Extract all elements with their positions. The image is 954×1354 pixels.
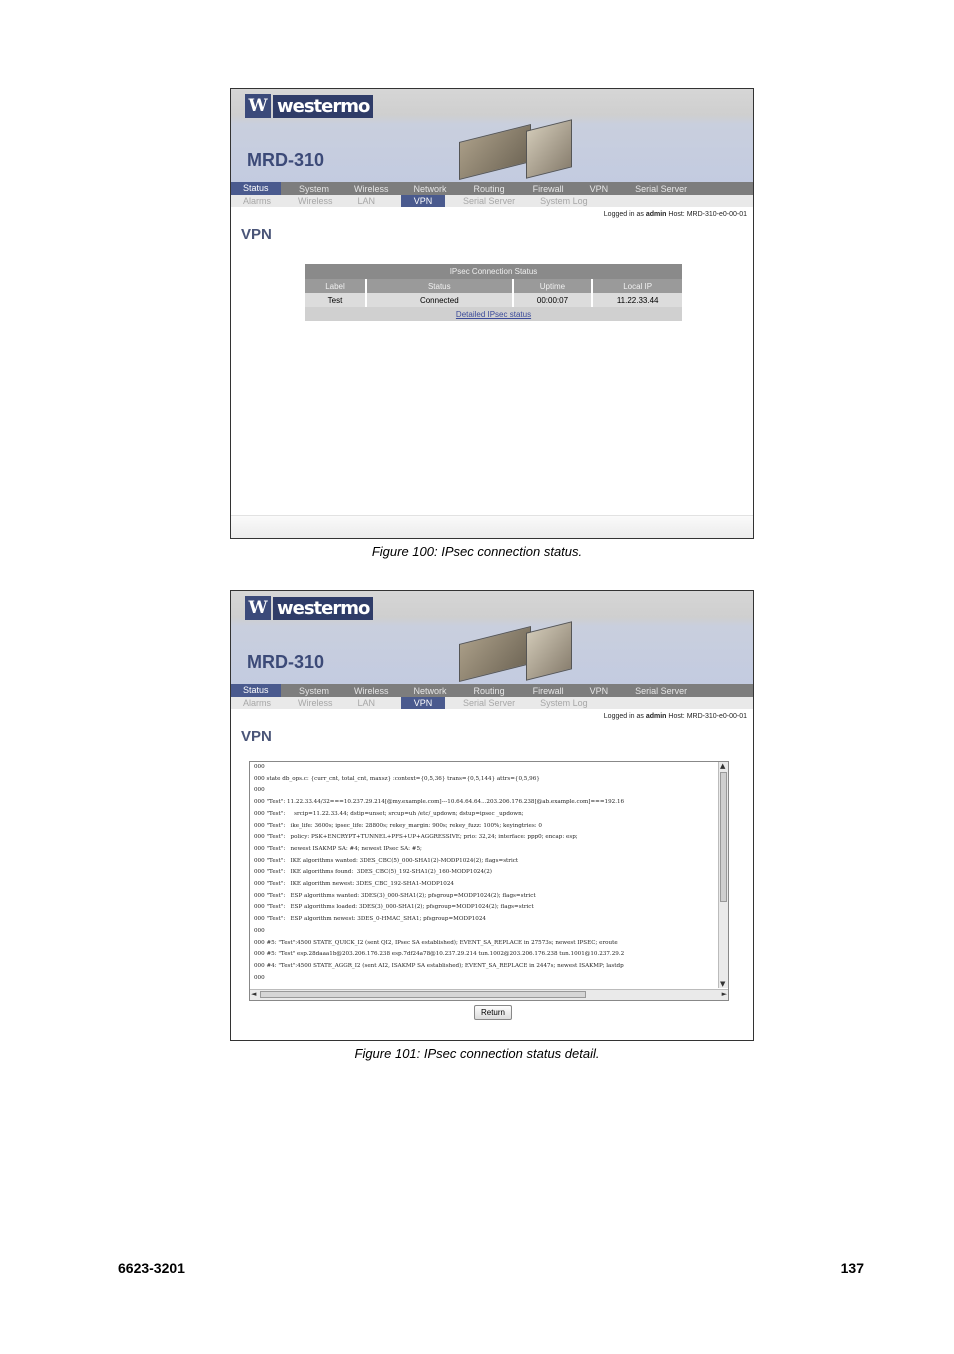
subnav-vpn[interactable]: VPN	[401, 195, 445, 207]
login-prefix: Logged in as	[603, 713, 644, 720]
log-line: 000 #5: "Test" esp.28daaa1b@203.206.176.238 esp.7df24a78@10.237.29.214 tun.1002@203.206.176.238 tun.1001@10.237.29.2	[254, 951, 625, 958]
nav-serial-server[interactable]: Serial Server	[635, 685, 688, 696]
model-title: MRD-310	[247, 150, 325, 170]
page-footer-strip	[231, 515, 753, 538]
column-header: Status	[366, 279, 513, 293]
log-line: 000 "Test": srcip=11.22.33.44; dstip=unset; srcup=uh /etc/_updown; dstup=ipsec _updown;	[254, 810, 524, 817]
main-nav	[231, 182, 753, 195]
scroll-left-icon[interactable]: ◄	[251, 990, 257, 998]
detailed-ipsec-status-link[interactable]: Detailed IPsec status	[305, 307, 682, 321]
header-banner	[231, 591, 753, 684]
scroll-up-icon[interactable]: ▲	[720, 762, 726, 770]
log-line: 000 "Test": IKE algorithm newest: 3DES_CBC_192-SHA1-MODP1024	[254, 881, 454, 888]
horizontal-scrollbar[interactable]	[250, 989, 728, 1000]
return-button[interactable]: Return	[474, 1005, 512, 1020]
log-line: 000 #4: "Test":4500 STATE_AGGR_I2 (sent AI2, ISAKMP SA established); EVENT_SA_REPLACE in 2447s; newest ISAKMP; lastdp	[254, 962, 624, 969]
nav-wireless[interactable]: Wireless	[354, 183, 389, 194]
header-banner	[231, 89, 753, 182]
model-title: MRD-310	[247, 652, 325, 672]
login-prefix: Logged in as	[603, 211, 644, 218]
westermo-logo	[245, 595, 373, 621]
subnav-wireless[interactable]: Wireless	[298, 196, 333, 206]
figure-2-caption: Figure 101: IPsec connection status detail.	[354, 1046, 600, 1061]
subnav-wireless[interactable]: Wireless	[298, 698, 333, 708]
log-line: 000 "Test": ESP algorithms loaded: 3DES(3)_000-SHA1(2); pfsgroup=MODP1024(2); flags=strict	[254, 904, 534, 911]
main-nav	[231, 684, 753, 697]
subnav-lan[interactable]: LAN	[357, 196, 376, 206]
logo-mark-icon: W	[245, 596, 271, 620]
logo-mark-icon: W	[245, 94, 271, 118]
router-image-icon	[459, 626, 531, 682]
ipsec-status-table	[305, 264, 682, 321]
nav-system[interactable]: System	[299, 183, 330, 194]
login-user: admin	[645, 713, 667, 720]
host-label: Host: MRD-310-e0-00-01	[668, 713, 747, 720]
log-line: 000 "Test": policy: PSK+ENCRYPT+TUNNEL+PFS+UP+AGGRESSIVE; prio: 32,24; interface: ppp0; encap: esp;	[254, 834, 578, 841]
page-number: 137	[840, 1260, 864, 1276]
nav-firewall[interactable]: Firewall	[532, 183, 564, 194]
log-line: 000 "Test": ESP algorithm newest: 3DES_0-HMAC_SHA1; pfsgroup=MODP1024	[254, 916, 486, 923]
login-user: admin	[645, 211, 667, 218]
figure-2-screenshot	[230, 590, 754, 1041]
scroll-thumb[interactable]	[720, 772, 727, 902]
scroll-right-icon[interactable]: ►	[721, 990, 727, 998]
nav-routing[interactable]: Routing	[473, 183, 505, 194]
subnav-alarms[interactable]: Alarms	[243, 698, 272, 708]
logo-text: westermo	[273, 95, 373, 118]
log-line: 000 "Test": ESP algorithms wanted: 3DES(3)_000-SHA1(2); pfsgroup=MODP1024(2); flags=strict	[254, 892, 536, 899]
router-image-icon	[526, 119, 572, 178]
table-caption: IPsec Connection Status	[305, 264, 682, 279]
login-info	[231, 207, 753, 218]
nav-status[interactable]: Status	[231, 182, 281, 195]
log-line: 000	[254, 764, 265, 770]
nav-network[interactable]: Network	[413, 685, 447, 696]
subnav-serial-server[interactable]: Serial Server	[463, 698, 516, 708]
figure-1-screenshot	[230, 88, 754, 539]
subnav-system-log[interactable]: System Log	[540, 196, 588, 206]
log-line: 000 "Test": newest ISAKMP SA: #4; newest IPsec SA: #5;	[254, 845, 422, 852]
column-header: Local IP	[592, 279, 682, 293]
vertical-scrollbar[interactable]	[718, 762, 728, 988]
sub-nav	[231, 697, 753, 709]
nav-vpn[interactable]: VPN	[589, 183, 609, 194]
figure-1-caption: Figure 100: IPsec connection status.	[371, 544, 583, 559]
log-line: 000 "Test": ike_life: 3600s; ipsec_life: 28800s; rekey_margin: 900s; rekey_fuzz: 100%; keyingtries: 0	[254, 822, 542, 829]
log-line: 000 #5: "Test":4500 STATE_QUICK_I2 (sent QI2, IPsec SA established); EVENT_SA_REPLACE in 27573s; newest IPSEC; eroute	[254, 939, 618, 946]
nav-network[interactable]: Network	[413, 183, 447, 194]
log-lines	[254, 762, 716, 984]
logo-text: westermo	[273, 597, 373, 620]
nav-firewall[interactable]: Firewall	[532, 685, 564, 696]
cell-label: Test	[305, 293, 366, 307]
nav-system[interactable]: System	[299, 685, 330, 696]
log-line: 000 "Test": 11.22.33.44/32===10.237.29.214[@my.example.com]---10.64.64.64...203.206.176.238[@ab.example.com]===192.16	[254, 799, 625, 806]
document-number: 6623-3201	[118, 1260, 185, 1276]
table-row	[305, 293, 682, 307]
subnav-alarms[interactable]: Alarms	[243, 196, 272, 206]
log-line: 000	[254, 927, 265, 934]
cell-local-ip: 11.22.33.44	[592, 293, 682, 307]
sub-nav	[231, 195, 753, 207]
log-line: 000 state db_ops.c: {curr_cnt, total_cnt, maxsz} :context={0,5,36} trans={0,5,144} attrs={0,5,96}	[254, 775, 540, 782]
log-line: 000 "Test": IKE algorithms found: 3DES_CBC(5)_192-SHA1(2)_160-MODP1024(2)	[254, 869, 492, 876]
column-header: Uptime	[513, 279, 593, 293]
scroll-thumb[interactable]	[260, 991, 586, 998]
nav-vpn[interactable]: VPN	[589, 685, 609, 696]
log-line: 000	[254, 974, 265, 981]
subnav-serial-server[interactable]: Serial Server	[463, 196, 516, 206]
page-title: VPN	[241, 226, 272, 243]
cell-status: Connected	[366, 293, 513, 307]
cell-uptime: 00:00:07	[513, 293, 593, 307]
page-title: VPN	[241, 728, 272, 745]
log-line: 000	[254, 787, 265, 794]
router-image-icon	[526, 621, 572, 680]
column-header: Label	[305, 279, 366, 293]
router-image-icon	[459, 124, 531, 180]
log-line: 000 "Test": IKE algorithms wanted: 3DES_CBC(5)_000-SHA1(2)-MODP1024(2); flags=strict	[254, 857, 519, 864]
subnav-vpn[interactable]: VPN	[401, 697, 445, 709]
westermo-logo	[245, 93, 373, 119]
scroll-down-icon[interactable]: ▼	[720, 980, 726, 988]
nav-status[interactable]: Status	[231, 684, 281, 697]
subnav-system-log[interactable]: System Log	[540, 698, 588, 708]
nav-serial-server[interactable]: Serial Server	[635, 183, 688, 194]
nav-routing[interactable]: Routing	[473, 685, 505, 696]
host-label: Host: MRD-310-e0-00-01	[668, 211, 747, 218]
subnav-lan[interactable]: LAN	[357, 698, 376, 708]
nav-wireless[interactable]: Wireless	[354, 685, 389, 696]
ipsec-log-textarea[interactable]	[249, 761, 729, 1001]
login-info	[231, 709, 753, 720]
